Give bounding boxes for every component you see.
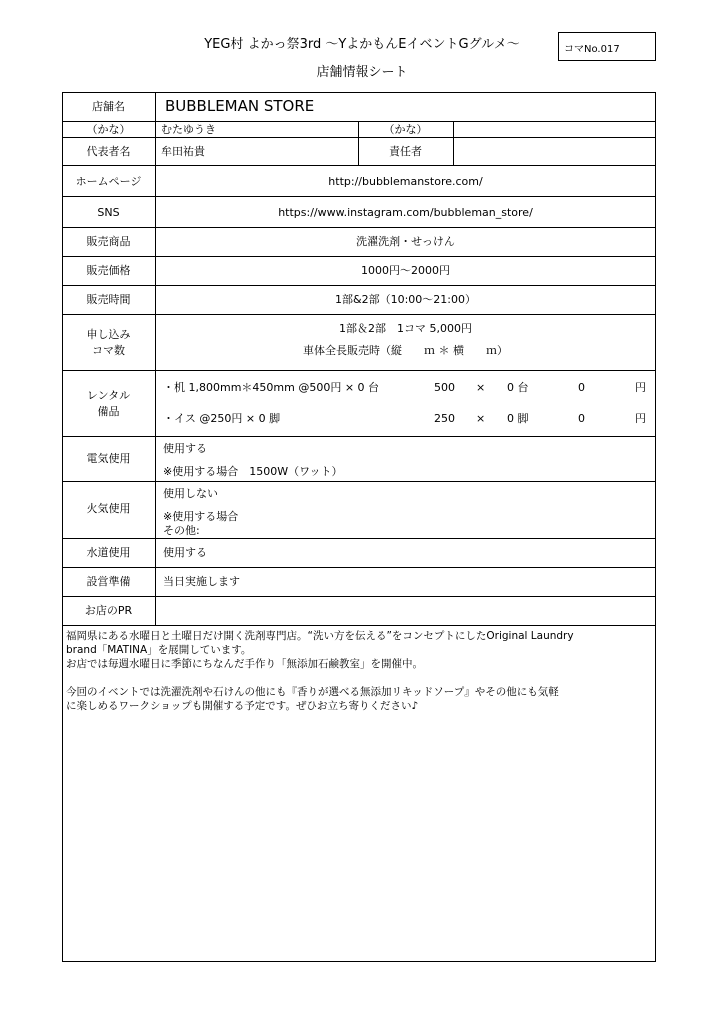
water-use: 使用する (163, 546, 207, 559)
product-label: 販売商品 (86, 235, 131, 248)
rental-item-desk: ・机 1,800mm＊450mm @500円 × 0 台 (163, 381, 380, 394)
electricity-note: ※使用する場合 1500W（ワット） (163, 465, 343, 478)
fire-label: 火気使用 (86, 502, 131, 515)
rental-chair-total: 0 (578, 412, 585, 425)
rental-item-chair: ・イス @250円 × 0 脚 (163, 412, 281, 425)
fire-use: 使用しない (163, 487, 218, 500)
kana-label: （かな） (86, 123, 131, 136)
fire-note: ※使用する場合 (163, 510, 239, 523)
apply-line-2: 車体全長販売時（縦 ｍ ＊ 横 ｍ） (303, 344, 508, 357)
responsible-label: 責任者 (389, 145, 422, 158)
pr-line-1: 福岡県にある水曜日と土曜日だけ開く洗剤専門店。“洗い方を伝える”をコンセプトにしたOriginal Laundry (66, 630, 574, 642)
sns-label: SNS (97, 206, 120, 219)
kana-label-2: （かな） (383, 123, 428, 136)
apply-label-2: コマ数 (92, 344, 125, 357)
rental-chair-times: × (476, 412, 486, 425)
fire-other: その他: (163, 524, 200, 537)
rep-kana: むたゆうき (161, 123, 216, 136)
setup-label: 設営準備 (86, 575, 131, 588)
rental-chair-qty: 0 脚 (507, 412, 529, 425)
rental-desk-unit: 500 (434, 381, 455, 394)
store-info-form (62, 92, 656, 962)
pr-line-3: お店では毎週水曜日に季節にちなんだ手作り「無添加石鹸教室」を開催中。 (66, 658, 423, 670)
rental-chair-unit: 250 (434, 412, 455, 425)
rental-desk-qty: 0 台 (507, 381, 529, 394)
rental-desk-times: × (476, 381, 486, 394)
koma-number-box (558, 32, 656, 61)
rep-label: 代表者名 (86, 145, 131, 158)
document-title: YEG村 よかっ祭3rd 〜YよかもんEイベントGグルメ〜 (204, 37, 520, 52)
pr-line-5: に楽しめるワークショップも開催する予定です。ぜひお立ち寄りください♪ (66, 700, 419, 712)
pr-label: お店のPR (84, 604, 133, 617)
water-label: 水道使用 (86, 546, 131, 559)
electricity-label: 電気使用 (86, 452, 131, 465)
rental-chair-yen: 円 (635, 412, 646, 425)
document-subtitle: 店舗情報シート (316, 65, 408, 80)
pr-line-2: brand「MATINA」を展開しています。 (66, 644, 252, 656)
sns-url: https://www.instagram.com/bubbleman_store/ (278, 206, 533, 219)
store-name: BUBBLEMAN STORE (165, 97, 315, 115)
product-value: 洗濯洗剤・せっけん (356, 235, 455, 248)
store-name-label: 店舗名 (92, 100, 125, 113)
time-value: 1部&2部（10:00〜21:00） (335, 293, 476, 306)
homepage-label: ホームページ (75, 175, 142, 188)
rental-label-2: 備品 (97, 405, 120, 418)
electricity-use: 使用する (163, 442, 207, 455)
time-label: 販売時間 (86, 293, 131, 306)
rental-label-1: レンタル (86, 389, 131, 402)
rep-name: 牟田祐貴 (161, 145, 205, 158)
apply-label-1: 申し込み (86, 328, 131, 341)
apply-line-1: 1部＆2部 1コマ 5,000円 (339, 322, 472, 335)
price-value: 1000円〜2000円 (361, 264, 450, 277)
rental-desk-yen: 円 (635, 381, 646, 394)
homepage-url: http://bubblemanstore.com/ (328, 175, 483, 188)
rental-desk-total: 0 (578, 381, 585, 394)
koma-number: コマNo.017 (564, 44, 620, 55)
pr-line-4: 今回のイベントでは洗濯洗剤や石けんの他にも『香りが選べる無添加リキッドソープ』やその他にも気軽 (66, 686, 559, 698)
setup-value: 当日実施します (163, 575, 240, 588)
price-label: 販売価格 (86, 264, 131, 277)
